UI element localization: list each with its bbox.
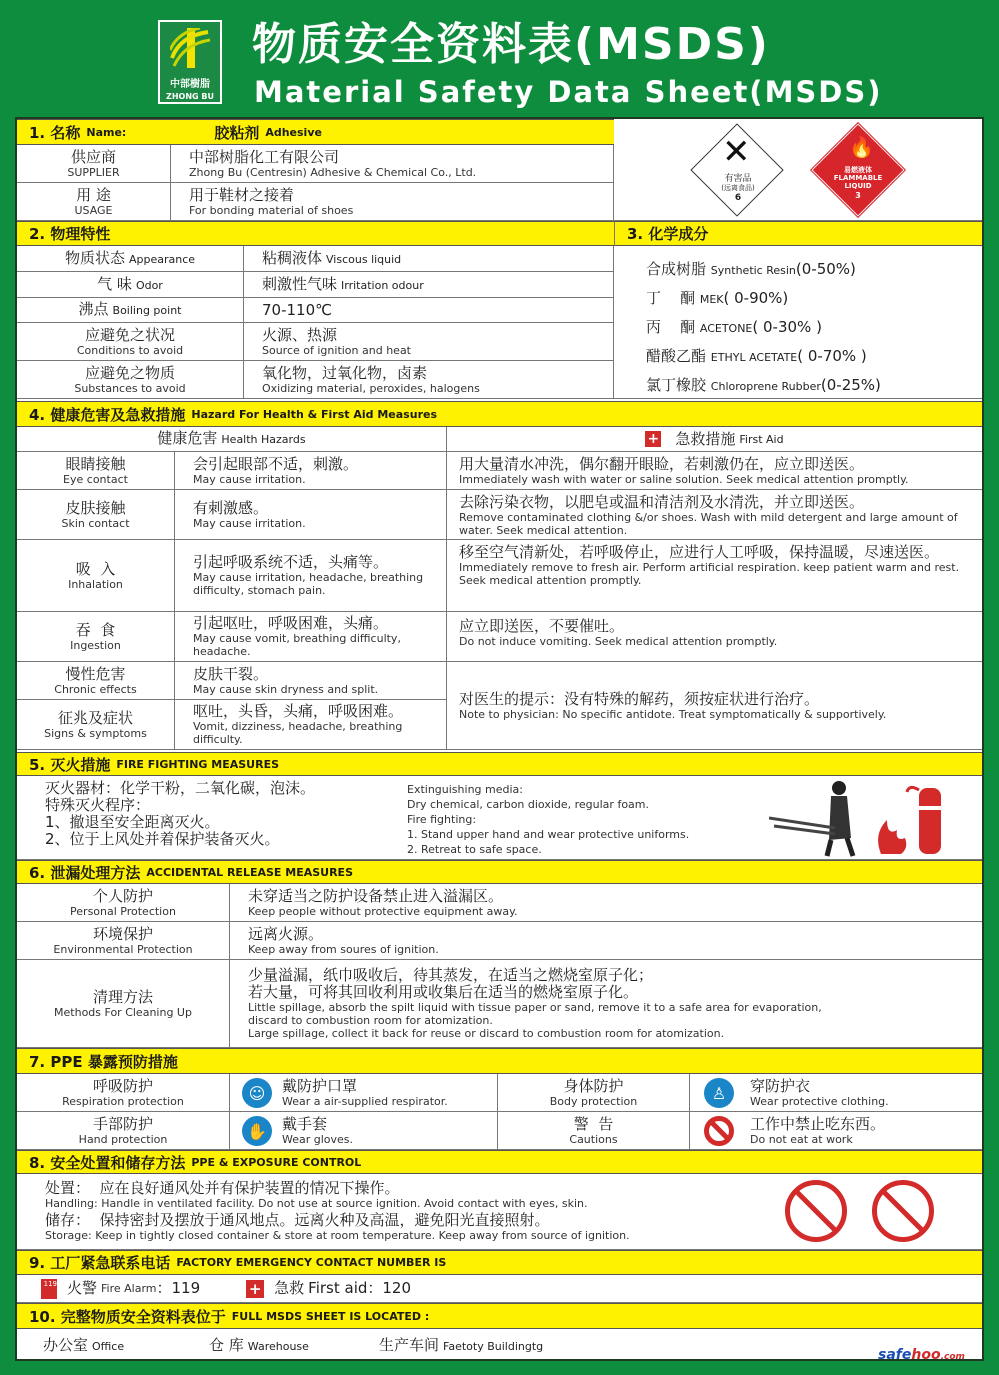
first-aid-label-en: First aid <box>308 1279 368 1297</box>
data-sheet <box>15 117 984 1361</box>
section-9-header <box>17 1250 982 1275</box>
appearance-value <box>244 246 614 272</box>
eye-contact-hazard: 会引起眼部不适，刺激。 May cause irritation. <box>175 452 447 490</box>
logo-mark-icon <box>170 28 212 72</box>
section-8-title-en: PPE & EXPOSURE CONTROL <box>191 1155 362 1169</box>
usage-label <box>17 183 171 221</box>
flammable-class-num: 3 <box>855 191 861 200</box>
section-1-title-en: Name: <box>86 125 127 139</box>
section-8-title: 8. 安全处置和储存方法 <box>29 1153 186 1172</box>
substances-avoid-value <box>244 361 614 399</box>
chemical-composition <box>614 246 982 399</box>
fire-fighting-en: Extinguishing media: Dry chemical, carbon dioxide, regular foam. Fire fighting: 1. Stand upper hand and wear protective uniforms. 2. Retreat to safe space. <box>407 783 690 856</box>
protective-clothing-icon: ♙ <box>704 1078 734 1108</box>
signs-symptoms-label: 征兆及症状 Signs & symptoms <box>17 700 175 750</box>
value-cn: 70-110℃ <box>262 300 332 319</box>
section-6-title-en: ACCIDENTAL RELEASE MEASURES <box>146 865 353 879</box>
flammable-label-cn: 易燃液体 <box>844 166 872 174</box>
company-logo <box>158 20 222 104</box>
label-cn: 应避免之物质 <box>84 363 175 382</box>
storage-cn: 储存： 保持密封及摆放于通风地点。远离火种及高温，避免阳光直接照射。 <box>45 1211 550 1229</box>
personal-protection-label: 个人防护 Personal Protection <box>17 884 230 922</box>
personal-protection-value: 未穿适当之防护设备禁止进入溢漏区。 Keep people without protective equipment away. <box>230 884 982 922</box>
location-factory: 生产车间 Faetoty Buildingtg <box>379 1336 544 1354</box>
chem-item: 丙 酮 ACETONE( 0-30% ) <box>646 318 822 336</box>
value-en: Irritation odour <box>341 278 424 292</box>
ingestion-first-aid: 应立即送医，不要催吐。 Do not induce vomiting. Seek medical attention promptly. <box>447 612 982 662</box>
section-5-header <box>17 752 982 776</box>
cautions-label: 警 告 Cautions <box>498 1112 690 1150</box>
hand-protection-label: 手部防护 Hand protection <box>17 1112 230 1150</box>
fire-fighting-body <box>17 776 982 860</box>
section-4-title: 4. 健康危害及急救措施 <box>29 405 186 424</box>
ingestion-label: 吞 食 Ingestion <box>17 612 175 662</box>
fire-alarm-label-en: Fire Alarm <box>101 1282 157 1295</box>
location-warehouse: 仓 库 Warehouse <box>209 1336 309 1354</box>
location-office: 办公室 Office <box>43 1336 125 1354</box>
environmental-protection-value: 远离火源。 Keep away from soures of ignition. <box>230 922 982 960</box>
handling-cn: 处置： 应在良好通风处并有保护装置的情况下操作。 <box>45 1179 400 1197</box>
product-name-cn: 胶粘剂 <box>214 123 260 142</box>
section-9-title: 9. 工厂紧急联系电话 <box>29 1254 171 1272</box>
label-cn: 物质状态 <box>64 248 125 267</box>
section-8-header <box>17 1150 982 1174</box>
toxic-label-sub: (远离食品) <box>721 184 755 192</box>
value-en: Zhong Bu (Centresin) Adhesive & Chemical Co., Ltd. <box>189 165 477 179</box>
section-10-title: 10. 完整物质安全资料表位于 <box>29 1307 226 1326</box>
msds-locations <box>17 1329 982 1359</box>
value-cn: 粘稠液体 <box>262 248 323 267</box>
cautions-value: 工作中禁止吃东西。 Do not eat at work <box>690 1112 982 1150</box>
flammable-label-en2: LIQUID <box>844 182 872 190</box>
section-4-title-en: Hazard For Health & First Aid Measures <box>191 407 437 421</box>
label-cn: 气 味 <box>97 274 132 293</box>
chem-item: 氯丁橡胶 Chloroprene Rubber(0-25%) <box>646 376 881 394</box>
value-cn: 刺激性气味 <box>262 274 338 293</box>
section-6-title: 6. 泄漏处理方法 <box>29 863 141 882</box>
storage-en: Storage: Keep in tightly closed container & store at room temperature. Keep away from source of ignition. <box>45 1229 630 1242</box>
chem-item: 合成树脂 Synthetic Resin(0-50%) <box>646 260 856 278</box>
section-7-title: 7. PPE 暴露预防措施 <box>29 1052 178 1071</box>
label-en: SUPPLIER <box>67 165 120 179</box>
respirator-mask-icon: ☺ <box>242 1078 272 1108</box>
x-mark-icon: ✕ <box>722 132 751 172</box>
cleaning-methods-label: 清理方法 Methods For Cleaning Up <box>17 960 230 1048</box>
value-en: For bonding material of shoes <box>189 203 354 217</box>
label-cn: 应避免之状况 <box>84 325 175 344</box>
flame-icon: 🔥 <box>849 135 874 159</box>
label-en: USAGE <box>74 203 113 217</box>
chem-item: 丁 酮 MEK( 0-90%) <box>646 289 789 307</box>
fire-alarm-number: ：119 <box>156 1279 201 1297</box>
fire-fighting-cn: 灭火器材：化学干粉，二氧化碳，泡沫。 特殊灭火程序： 1、撤退至安全距离灭火。 2、位于上风处并着保护装备灭火。 <box>45 779 316 848</box>
section-5-title: 5. 灭火措施 <box>29 755 111 774</box>
environmental-protection-label: 环境保护 Environmental Protection <box>17 922 230 960</box>
section-1-header <box>17 119 614 145</box>
label-en: Odor <box>135 278 163 292</box>
conditions-avoid-value <box>244 323 614 361</box>
section-10-header <box>17 1303 982 1329</box>
chem-item: 醋酸乙酯 ETHYL ACETATE( 0-70% ) <box>646 347 867 365</box>
section-7-header <box>17 1048 982 1074</box>
label-cn: 用 途 <box>76 185 111 204</box>
skin-contact-label: 皮肤接触 Skin contact <box>17 490 175 540</box>
label-en: Conditions to avoid <box>76 343 184 357</box>
boiling-point-label <box>17 298 244 323</box>
respiration-protection-value: ☺ 戴防护口罩 Wear a air-supplied respirator. <box>230 1074 498 1112</box>
supplier-value <box>171 145 614 183</box>
toxic-class-num: 6 <box>734 193 742 203</box>
no-eating-icon <box>704 1116 734 1146</box>
fire-alarm-phone-icon: 119 <box>41 1279 57 1299</box>
skin-contact-first-aid: 去除污染衣物，以肥皂或温和清洁剂及水清洗，并立即送医。 Remove contaminated clothing &/or shoes. Wash with mild detergent and large amount of water. Seek medical attention. <box>447 490 982 540</box>
value-cn: 氧化物，过氧化物，卤素 <box>262 363 428 382</box>
value-cn: 中部树脂化工有限公司 <box>189 147 340 166</box>
substances-avoid-label <box>17 361 244 399</box>
first-aid-cross-icon: + <box>246 1280 264 1298</box>
inhalation-first-aid: 移至空气清新处，若呼吸停止，应进行人工呼吸，保持温暖，尽速送医。 Immediately remove to fresh air. Perform artificial respiration. keep patient warm and rest. Seek medical attention promptly. <box>447 540 982 612</box>
title-en: Material Safety Data Sheet(MSDS) <box>254 75 883 109</box>
handling-storage-body <box>17 1174 982 1250</box>
logo-text-cn: 中部樹脂 <box>170 79 210 90</box>
label-en: Substances to avoid <box>74 381 186 395</box>
handling-en: Handling: Handle in ventilated facility. Do not use at source ignition. Avoid contact with eyes, skin. <box>45 1197 588 1210</box>
boiling-point-value <box>244 298 614 323</box>
skin-contact-hazard: 有刺激感。 May cause irritation. <box>175 490 447 540</box>
header <box>0 0 999 117</box>
chronic-effects-label: 慢性危害 Chronic effects <box>17 662 175 700</box>
fire-alarm-label: 火警 <box>67 1279 98 1297</box>
cleaning-methods-value: 少量溢漏，纸巾吸收后，待其蒸发，在适当之燃烧室原子化； 若大量，可将其回收利用或收集后在适当的燃烧室原子化。 Little spillage, absorb the spilt liquid with tissue paper or sand, remove it to a safe area for evaporation, discard to combustion room for atomization. Large spillage, collect it back for reuse or discard to combustion room for atomization. <box>230 960 982 1048</box>
value-en: Oxidizing material, peroxides, halogens <box>262 381 480 395</box>
supplier-label <box>17 145 171 183</box>
section-3-title: 3. 化学成分 <box>627 225 709 243</box>
label-en: Boiling point <box>112 304 182 317</box>
value-cn: 用于鞋材之接着 <box>189 185 295 204</box>
section-5-title-en: FIRE FIGHTING MEASURES <box>116 757 280 771</box>
signs-symptoms-hazard: 呕吐，头昏，头痛，呼吸困难。 Vomit, dizziness, headache, breathing difficulty. <box>175 700 447 750</box>
logo-text-en: ZHONG BU <box>166 92 214 101</box>
body-protection-value: ♙ 穿防护衣 Wear protective clothing. <box>690 1074 982 1112</box>
gloves-icon: ✋ <box>242 1116 272 1146</box>
watermark-logo: safehoo.com <box>878 1347 965 1363</box>
odor-value <box>244 272 614 298</box>
section-10-title-en: FULL MSDS SHEET IS LOCATED : <box>231 1309 430 1323</box>
appearance-label <box>17 246 244 272</box>
product-name-en: Adhesive <box>265 125 322 139</box>
section-9-title-en: FACTORY EMERGENCY CONTACT NUMBER IS <box>176 1256 447 1269</box>
first-aid-number: ：120 <box>367 1279 412 1297</box>
hand-protection-value: ✋ 戴手套 Wear gloves. <box>230 1112 498 1150</box>
section-1-title: 1. 名称 <box>29 123 81 142</box>
eye-contact-label: 眼睛接触 Eye contact <box>17 452 175 490</box>
label-en: Appearance <box>128 252 196 266</box>
chronic-effects-hazard: 皮肤干裂。 May cause skin dryness and split. <box>175 662 447 700</box>
section-6-header <box>17 860 982 884</box>
firefighter-extinguisher-icon <box>769 778 959 858</box>
label-cn: 供应商 <box>70 147 116 166</box>
no-open-flame-icon <box>785 1180 847 1242</box>
first-aid-label: 急救 <box>274 1279 305 1297</box>
note-to-physician: 对医生的提示：没有特殊的解药，须按症状进行治疗。 Note to physician: No specific antidote. Treat symptomatically & supportively. <box>447 662 982 750</box>
toxic-label-cn: 有害品 <box>724 174 752 184</box>
usage-value <box>171 183 614 221</box>
section-3-header <box>614 221 982 246</box>
label-cn: 沸点 <box>78 300 109 318</box>
emergency-contacts <box>17 1275 982 1303</box>
no-matches-icon <box>872 1180 934 1242</box>
inhalation-label: 吸 入 Inhalation <box>17 540 175 612</box>
value-en: Viscous liquid <box>326 252 402 266</box>
ingestion-hazard: 引起呕吐，呼吸困难，头痛。 May cause vomit, breathing difficulty, headache. <box>175 612 447 662</box>
flammable-label-en1: FLAMMABLE <box>833 174 883 182</box>
health-hazards-column-header: 健康危害 Health Hazards <box>17 427 447 452</box>
section-2-header <box>17 221 614 246</box>
value-en: Source of ignition and heat <box>262 343 411 357</box>
title-cn: 物质安全资料表(MSDS) <box>252 19 770 70</box>
respiration-protection-label: 呼吸防护 Respiration protection <box>17 1074 230 1112</box>
inhalation-hazard: 引起呼吸系统不适，头痛等。 May cause irritation, headache, breathing difficulty, stomach pain. <box>175 540 447 612</box>
hazard-labels-panel <box>614 119 982 221</box>
body-protection-label: 身体防护 Body protection <box>498 1074 690 1112</box>
odor-label <box>17 272 244 298</box>
eye-contact-first-aid: 用大量清水冲洗，偶尔翻开眼睑，若刺激仍在，应立即送医。 Immediately wash with water or saline solution. Seek medical attention promptly. <box>447 452 982 490</box>
first-aid-column-header: + 急救措施 First Aid <box>447 427 982 452</box>
first-aid-cross-icon: + <box>645 431 661 447</box>
conditions-avoid-label <box>17 323 244 361</box>
value-cn: 火源、热源 <box>262 325 338 344</box>
section-2-title: 2. 物理特性 <box>29 225 111 243</box>
section-4-header <box>17 401 982 427</box>
